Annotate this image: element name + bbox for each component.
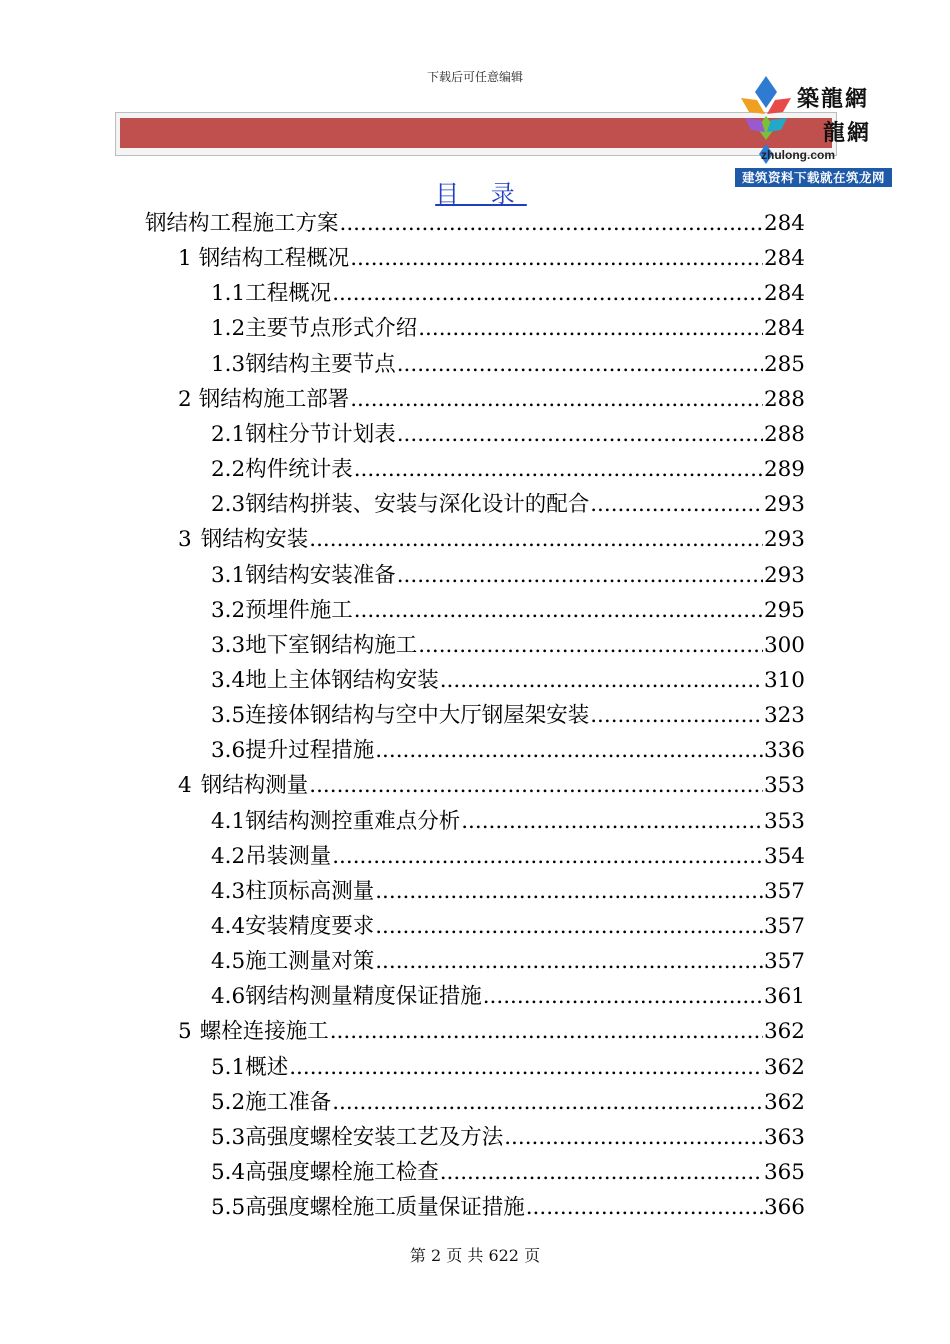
toc-entry[interactable] [211,487,805,522]
toc-leader-dots [590,698,763,733]
toc-entry[interactable] [211,593,805,628]
toc-leader-dots [332,1085,763,1120]
toc-entry-title: 提升过程措施 [245,738,375,764]
toc-entry-page: 353 [763,773,805,799]
toc-entry[interactable] [178,1014,805,1049]
toc-entry-title: 地下室钢结构施工 [245,632,418,658]
toc-leader-dots [418,628,763,663]
toc-entry-page: 366 [763,1195,805,1221]
toc-entry-page: 285 [763,351,805,377]
toc-entry-number: 5.1 [211,1054,246,1080]
toc-leader-dots [504,1120,763,1155]
header-banner [115,112,837,156]
toc-entry[interactable] [211,839,805,874]
toc-leader-dots [350,382,763,417]
logo-name-partial: 龍網 [823,120,872,146]
toc-entry-page: 357 [763,914,805,939]
toc-leader-dots [289,1050,763,1085]
toc-entry[interactable] [211,276,805,311]
toc-entry-page: 284 [763,211,805,236]
toc-entry-title: 钢结构拼装、安装与深化设计的配合 [245,492,590,518]
toc-entry-page: 361 [763,984,805,1010]
toc-entry-page: 336 [763,738,805,764]
toc-entry-number: 2.1 [211,421,246,447]
toc-entry[interactable] [211,979,805,1014]
toc-entry-title: 钢结构主要节点 [245,351,396,377]
toc-leader-dots [309,522,763,557]
toc-entry-page: 365 [763,1160,805,1186]
toc-entry-page: 300 [763,632,805,658]
toc-entry-title: 地上主体钢结构安装 [245,667,439,693]
toc-entry[interactable] [145,206,805,241]
page-footer: 第 2 页 共 622 页 [409,1246,541,1265]
toc-entry-page: 284 [763,316,805,342]
logo-slogan: 建筑资料下载就在筑龙网 [735,168,892,187]
toc-entry-page: 284 [763,246,805,272]
toc-entry[interactable] [211,628,805,663]
toc-entry-number: 1.3 [211,351,246,377]
toc-entry-number: 3.4 [211,667,246,693]
toc-entry[interactable] [178,241,805,276]
toc-entry[interactable] [211,1120,805,1155]
toc-leader-dots [461,804,763,839]
toc-entry-page: 323 [763,703,805,729]
toc-entry-number: 4.2 [211,843,246,869]
toc-entry[interactable] [178,768,805,803]
toc-entry-title: 预埋件施工 [245,597,353,623]
toc-entry[interactable] [211,1050,805,1085]
toc-entry[interactable] [211,698,805,733]
toc-title[interactable]: 目 录 [435,180,527,208]
toc-entry-title: 安装精度要求 [245,914,375,939]
toc-leader-dots [332,839,763,874]
toc-entry-title: 施工准备 [245,1089,332,1115]
toc-entry-number: 3.3 [211,632,246,658]
toc-entry-title: 钢结构测量 [200,773,309,799]
toc-entry-number: 4.6 [211,984,246,1010]
toc-entry-title: 钢结构施工部署 [198,386,350,412]
toc-entry[interactable] [178,522,805,557]
toc-entry-number: 1.1 [211,281,246,307]
toc-leader-dots [397,347,763,382]
toc-entry-title: 高强度螺栓施工质量保证措施 [245,1195,525,1221]
toc-entry-number: 2.2 [211,457,246,483]
toc-entry[interactable] [211,311,805,346]
toc-entry-number: 2.3 [211,492,246,518]
toc-entry-page: 363 [763,1124,805,1150]
toc-entry-page: 362 [763,1019,805,1045]
toc-entry-title: 构件统计表 [245,457,353,483]
toc-leader-dots [397,558,763,593]
toc-entry[interactable] [178,382,805,417]
logo-name: 築龍網 [797,86,870,112]
toc-entry-page: 288 [763,421,805,447]
toc-entry-title: 钢结构测量精度保证措施 [245,984,482,1010]
toc-entry-page: 293 [763,527,805,553]
toc-entry[interactable] [211,347,805,382]
toc-entry-page: 284 [763,281,805,307]
toc-entry-page: 353 [763,808,805,834]
toc-entry-number: 3 [178,527,192,553]
toc-entry-title: 钢结构测控重难点分析 [245,808,461,834]
toc-entry[interactable] [211,663,805,698]
toc-leader-dots [526,1190,763,1225]
toc-leader-dots [354,452,763,487]
zhulong-logo[interactable] [735,74,892,187]
toc-entry-title: 钢结构安装 [200,527,309,553]
toc-entry-number: 4.5 [211,949,246,975]
toc-entry-page: 293 [763,492,805,518]
toc-leader-dots [332,276,763,311]
toc-entry-number: 5.5 [211,1195,246,1221]
toc-entry-number: 5.2 [211,1089,246,1115]
toc-entry-title: 柱顶标高测量 [245,878,375,904]
toc-entry-page: 362 [763,1089,805,1115]
toc-entry-number: 3.2 [211,597,246,623]
toc-leader-dots [375,874,763,909]
toc-leader-dots [350,241,763,276]
toc-entry[interactable] [211,452,805,487]
toc-entry[interactable] [211,874,805,909]
toc-entry-page: 289 [763,457,805,483]
toc-entry-page: 310 [763,667,805,693]
toc-entry-title: 钢柱分节计划表 [245,421,396,447]
toc-entry-title: 施工测量对策 [245,949,375,975]
toc-entry-page: 357 [763,878,805,904]
toc-entry[interactable] [211,417,805,452]
toc-entry-number: 5.4 [211,1160,246,1186]
toc-entry-number: 5 [178,1019,192,1045]
toc-leader-dots [397,417,763,452]
toc-entry-title: 主要节点形式介绍 [245,316,418,342]
toc-leader-dots [309,768,763,803]
toc-entry-title: 吊装测量 [245,843,332,869]
toc-entry-title: 钢结构工程施工方案 [145,211,339,236]
toc-leader-dots [483,979,763,1014]
toc-entry-page: 362 [763,1054,805,1080]
toc-entry-page: 295 [763,597,805,623]
banner-bar [120,118,832,148]
logo-domain: zhulong.com [761,148,835,162]
toc-entry-number: 1 [178,246,192,272]
toc-entry[interactable] [211,944,805,979]
toc-entry-number: 4.4 [211,914,246,939]
toc-entry-title: 钢结构安装准备 [245,562,396,588]
toc-entry-number: 4 [178,773,192,799]
toc-entry[interactable] [211,1190,805,1225]
toc-entry-number: 4.3 [211,878,246,904]
toc-leader-dots [340,206,763,241]
toc-leader-dots [375,944,763,979]
toc-entry-title: 概述 [245,1054,289,1080]
toc-entry-number: 3.5 [211,703,246,729]
toc-entry-number: 5.3 [211,1124,246,1150]
toc-entry[interactable] [211,733,805,768]
toc-entry[interactable] [211,558,805,593]
toc-leader-dots [375,733,763,768]
toc-entry[interactable] [211,1155,805,1190]
toc-entry[interactable] [211,1085,805,1120]
toc-entry-title: 连接体钢结构与空中大厅钢屋架安装 [245,703,590,729]
toc-leader-dots [440,1155,763,1190]
toc-entry-page: 357 [763,949,805,975]
toc-leader-dots [590,487,763,522]
toc-leader-dots [440,663,763,698]
toc-entry-page: 288 [763,386,805,412]
toc-entry-number: 2 [178,386,192,412]
toc-entry[interactable] [211,804,805,839]
toc-entry-title: 工程概况 [245,281,332,307]
toc-entry-title: 高强度螺栓安装工艺及方法 [245,1124,504,1150]
toc-entry-number: 1.2 [211,316,246,342]
toc-entry-title: 螺栓连接施工 [199,1019,329,1045]
toc-entry-number: 3.6 [211,738,246,764]
toc-leader-dots [418,311,763,346]
toc-entry-number: 4.1 [211,808,246,834]
toc-leader-dots [330,1014,763,1049]
toc-entry-number: 3.1 [211,562,246,588]
toc-entry-title: 高强度螺栓施工检查 [245,1160,439,1186]
toc-leader-dots [354,593,763,628]
toc-entry[interactable] [211,909,805,944]
header-note: 下载后可任意编辑 [426,70,523,84]
toc-entry-title: 钢结构工程概况 [198,246,350,272]
toc-entry-page: 354 [763,843,805,869]
toc-leader-dots [375,909,763,944]
toc-entry-page: 293 [763,562,805,588]
